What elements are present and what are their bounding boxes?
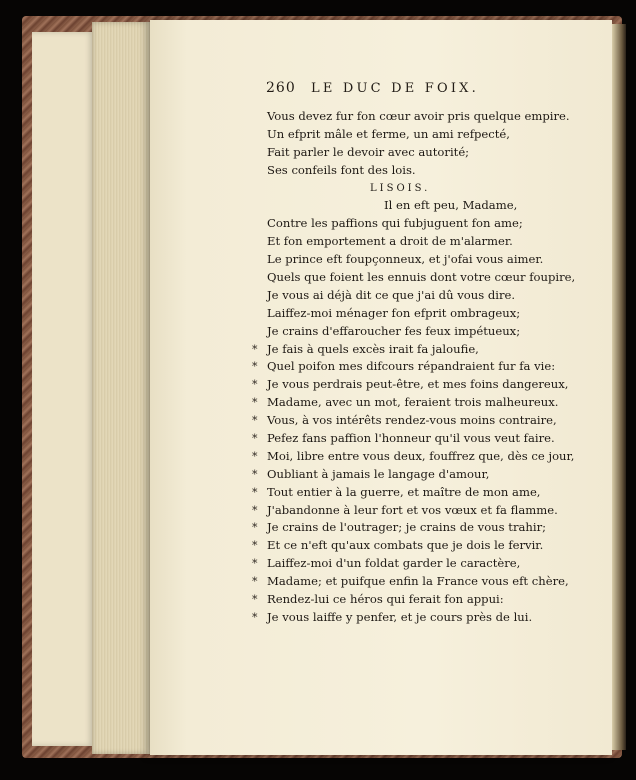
verse-line — [252, 519, 547, 537]
line-text: Ses confeils font des lois. — [267, 162, 416, 177]
verse-line — [252, 430, 555, 448]
asterisk-mark: * — [252, 539, 258, 553]
page-gutter-shadow — [612, 24, 626, 750]
asterisk-mark: * — [252, 378, 258, 392]
line-text: Et ce n'eft qu'aux combats que je dois le fervir. — [267, 538, 544, 553]
line-text: Je vous perdrais peut-être, et mes foins dangereux, — [267, 377, 569, 392]
line-text: Pefez fans paffion l'honneur qu'il vous veut faire. — [267, 431, 555, 446]
asterisk-mark: * — [252, 432, 258, 446]
verse-line — [252, 162, 542, 180]
verse-line — [252, 341, 542, 359]
verse-line — [252, 591, 542, 609]
asterisk-mark: * — [252, 467, 258, 481]
line-text: Contre les paffions qui fubjuguent fon ame; — [267, 216, 523, 231]
page-header — [266, 80, 516, 102]
verse-line — [252, 555, 542, 573]
verse-line — [252, 108, 570, 126]
line-text: Rendez-lui ce héros qui ferait fon appui: — [267, 592, 504, 607]
page-number: 260 — [266, 80, 296, 96]
line-text: Je crains de l'outrager; je crains de vous trahir; — [267, 520, 547, 535]
line-text: Et fon emportement a droit de m'alarmer. — [267, 234, 513, 249]
asterisk-mark: * — [252, 575, 258, 589]
verse-line — [252, 126, 542, 144]
verse-line — [252, 269, 576, 287]
verse-line — [252, 412, 557, 430]
asterisk-mark: * — [252, 503, 258, 517]
verse-line — [252, 305, 542, 323]
asterisk-mark: * — [252, 449, 258, 463]
line-text: Le prince eft foupçonneux, et j'ofai vous aimer. — [267, 252, 544, 267]
speaker-name — [252, 180, 542, 198]
verse-line — [252, 233, 542, 251]
verse-line — [252, 537, 542, 555]
asterisk-mark: * — [252, 414, 258, 428]
line-text: Fait parler le devoir avec autorité; — [267, 144, 470, 159]
verse-line — [252, 573, 569, 591]
line-text: Vous, à vos intérêts rendez-vous moins contraire, — [267, 413, 557, 428]
verse-line — [252, 144, 542, 162]
line-text: Un efprit mâle et ferme, un ami refpecté, — [267, 126, 510, 141]
line-text: J'abandonne à leur fort et vos vœux et fa flamme. — [267, 502, 558, 517]
asterisk-mark: * — [252, 593, 258, 607]
line-text: Laiffez-moi d'un foldat garder le caractère, — [267, 556, 521, 571]
line-text: Quels que foient les ennuis dont votre cœur foupire, — [267, 270, 576, 285]
line-text: Moi, libre entre vous deux, fouffrez que, dès ce jour, — [267, 448, 575, 463]
verse-line — [252, 376, 569, 394]
verse-line — [252, 484, 542, 502]
verse-line — [252, 358, 556, 376]
line-text: LISOIS. — [370, 182, 431, 194]
verse-text — [252, 108, 576, 627]
line-text: Il en eft peu, Madame, — [384, 198, 518, 213]
verse-line — [252, 197, 542, 215]
asterisk-mark: * — [252, 557, 258, 571]
line-text: Je crains d'effaroucher fes feux impétueux; — [267, 323, 521, 338]
line-text: Je fais à quels excès irait fa jaloufie, — [267, 341, 479, 356]
line-text: Quel poifon mes difcours répandraient fur fa vie: — [267, 359, 556, 374]
asterisk-mark: * — [252, 396, 258, 410]
asterisk-mark: * — [252, 521, 258, 535]
verse-line — [252, 466, 542, 484]
line-text: Laiffez-moi ménager fon efprit ombrageux; — [267, 305, 521, 320]
verse-line — [252, 609, 542, 627]
line-text: Je vous ai déjà dit ce que j'ai dû vous dire. — [267, 287, 516, 302]
asterisk-mark: * — [252, 360, 258, 374]
verse-line — [252, 394, 559, 412]
line-text: Madame, avec un mot, feraient trois malheureux. — [267, 395, 559, 410]
asterisk-mark: * — [252, 610, 258, 624]
asterisk-mark: * — [252, 342, 258, 356]
line-text: Oubliant à jamais le langage d'amour, — [267, 466, 490, 481]
verse-line — [252, 215, 542, 233]
line-text: Madame; et puifque enfin la France vous eft chère, — [267, 574, 569, 589]
line-text: Vous devez fur fon cœur avoir pris quelque empire. — [267, 109, 570, 123]
verse-line — [252, 251, 542, 269]
line-text: Je vous laiffe y penfer, et je cours près de lui. — [267, 609, 533, 624]
verse-line — [252, 323, 542, 341]
verse-line — [252, 287, 542, 305]
page-edges — [92, 22, 154, 754]
line-text: Tout entier à la guerre, et maître de mon ame, — [267, 484, 541, 499]
endpaper — [32, 32, 94, 746]
running-head: LE DUC DE FOIX. — [311, 81, 479, 96]
asterisk-mark: * — [252, 485, 258, 499]
verse-line — [252, 502, 558, 520]
verse-line — [252, 448, 575, 466]
